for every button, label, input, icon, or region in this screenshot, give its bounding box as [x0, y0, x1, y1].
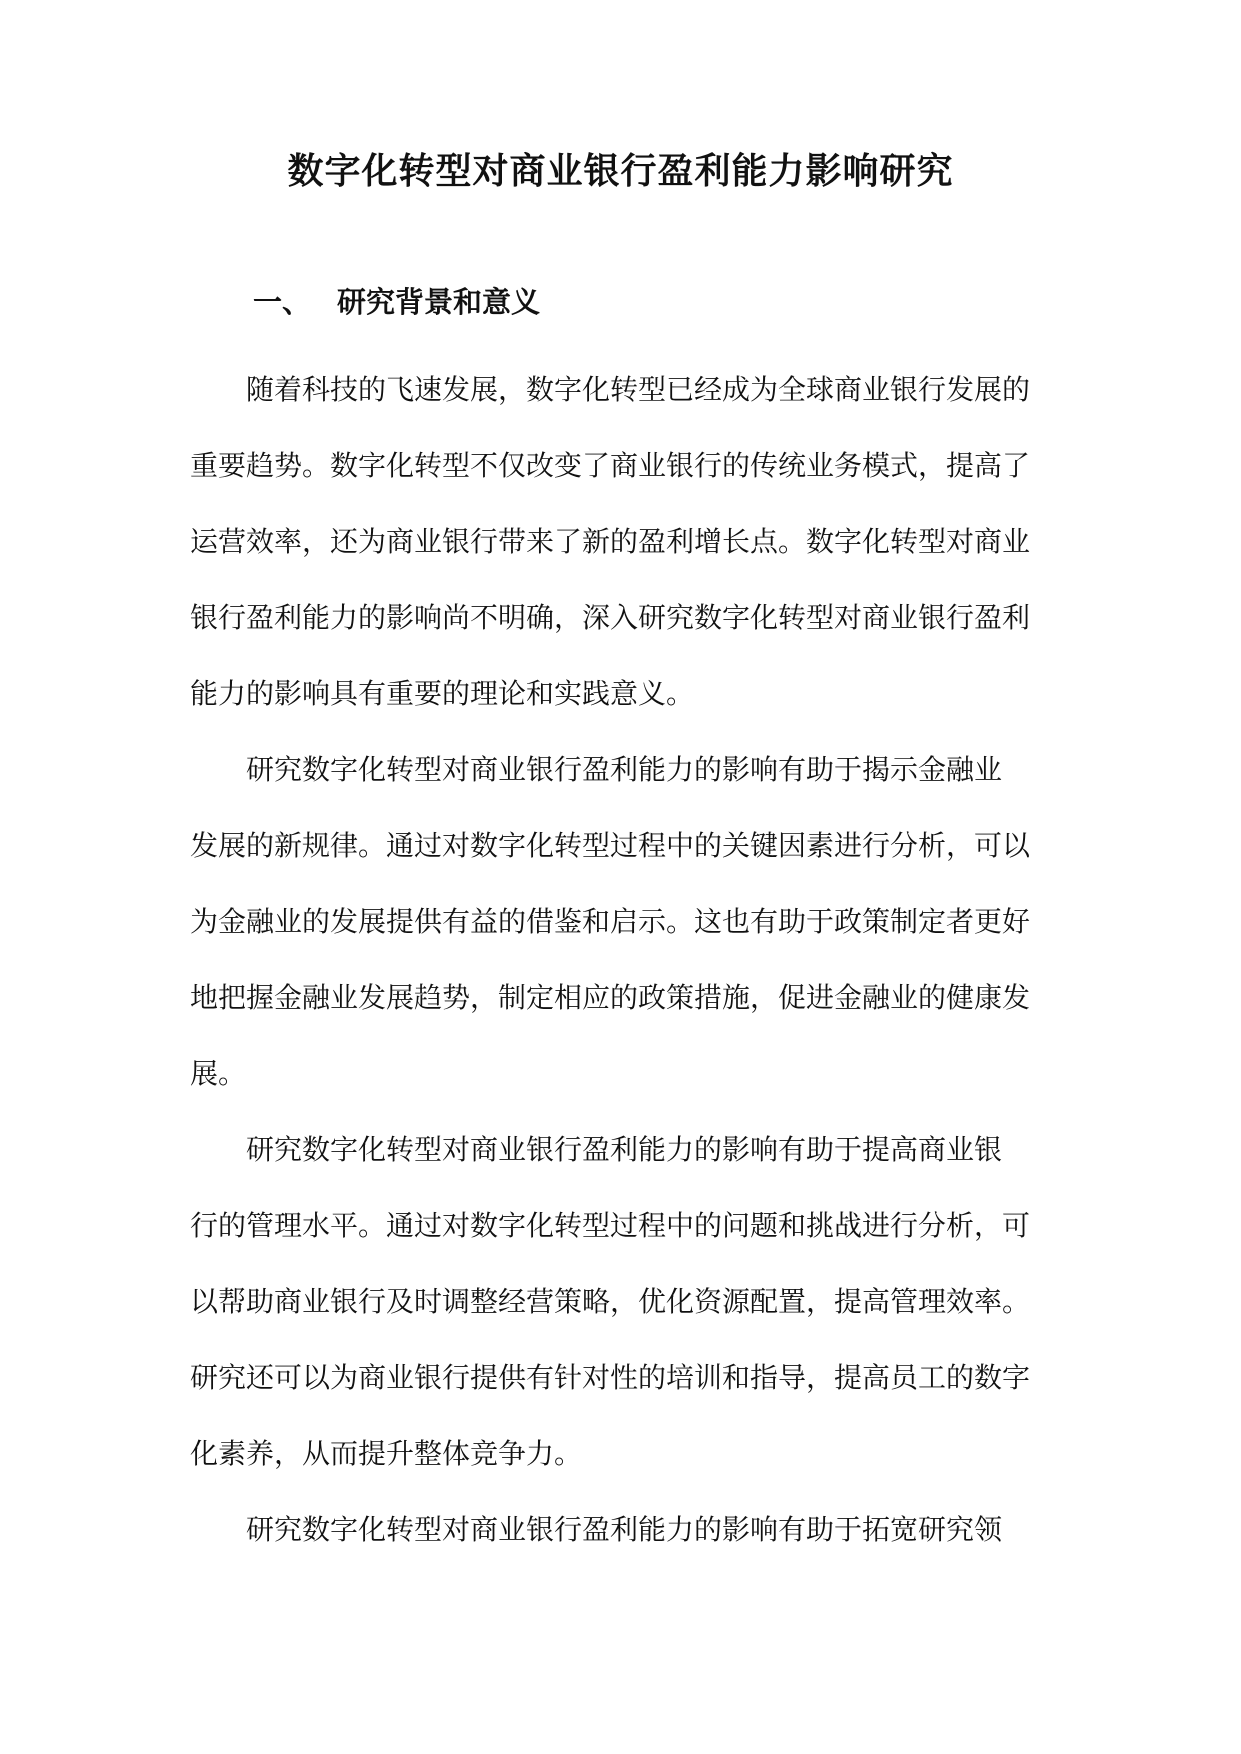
paragraph-line: 随着科技的飞速发展，数字化转型已经成为全球商业银行发展的 [246, 373, 1031, 406]
paragraph-line: 地把握金融业发展趋势，制定相应的政策措施，促进金融业的健康发 [190, 981, 1031, 1014]
section-heading-text: 研究背景和意义 [337, 285, 541, 319]
paragraph-line: 行的管理水平。通过对数字化转型过程中的问题和挑战进行分析，可 [190, 1209, 1031, 1242]
paragraph-line: 以帮助商业银行及时调整经营策略，优化资源配置，提高管理效率。 [190, 1285, 1031, 1318]
paragraph-line: 化素养，从而提升整体竞争力。 [190, 1437, 583, 1470]
paragraph-line: 能力的影响具有重要的理论和实践意义。 [190, 677, 695, 710]
section-heading [253, 282, 540, 322]
document-title: 数字化转型对商业银行盈利能力影响研究 [287, 151, 954, 192]
paragraph-line: 为金融业的发展提供有益的借鉴和启示。这也有助于政策制定者更好 [190, 905, 1031, 938]
paragraph-line: 展。 [190, 1057, 247, 1090]
paragraph-line: 发展的新规律。通过对数字化转型过程中的关键因素进行分析，可以 [190, 829, 1031, 862]
paragraph-line: 运营效率，还为商业银行带来了新的盈利增长点。数字化转型对商业 [190, 525, 1031, 558]
paragraph-line: 研究数字化转型对商业银行盈利能力的影响有助于拓宽研究领 [246, 1513, 1003, 1546]
paragraph-line: 研究数字化转型对商业银行盈利能力的影响有助于提高商业银 [246, 1133, 1003, 1166]
section-number: 一、 [253, 285, 312, 319]
paragraph-line: 银行盈利能力的影响尚不明确，深入研究数字化转型对商业银行盈利 [190, 601, 1031, 634]
paragraph-line: 研究还可以为商业银行提供有针对性的培训和指导，提高员工的数字 [190, 1361, 1031, 1394]
paragraph-line: 研究数字化转型对商业银行盈利能力的影响有助于揭示金融业 [246, 753, 1003, 786]
paragraph-line: 重要趋势。数字化转型不仅改变了商业银行的传统业务模式，提高了 [190, 449, 1031, 482]
